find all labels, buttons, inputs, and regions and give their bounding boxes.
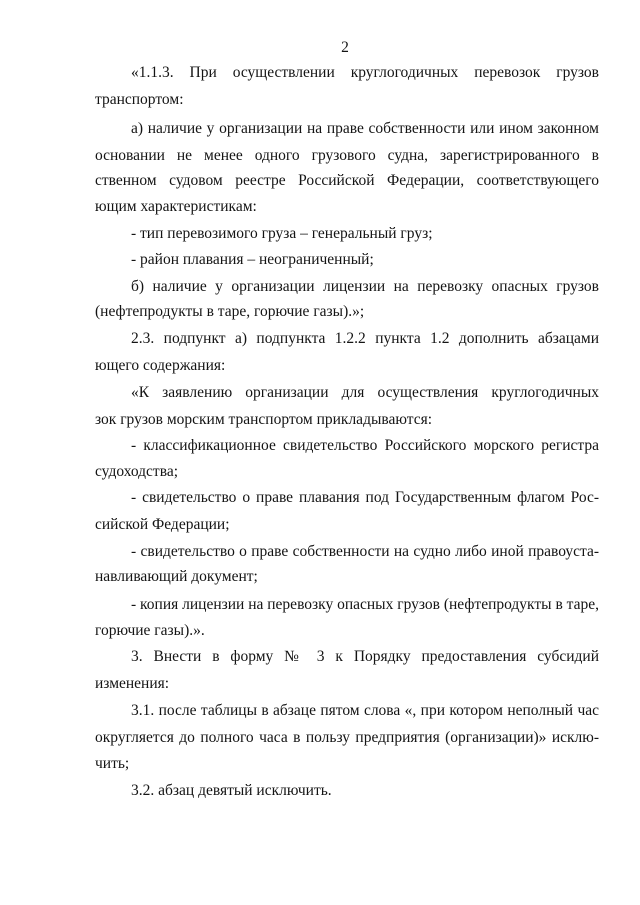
text-line: а) наличие у организации на праве собственности или ином законном [131, 120, 599, 137]
text-line: (нефтепродукты в таре, горючие газы).»; [95, 303, 365, 320]
text-line: ственном судовом реестре Российской Федерации, соответствующего [95, 172, 599, 189]
text-line: навливающий документ; [95, 568, 258, 585]
text-line: изменения: [95, 675, 170, 692]
text-line: - район плавания – неограниченный; [131, 251, 374, 268]
text-line: - свидетельство о праве собственности на судно либо иной правоуста- [131, 543, 599, 560]
text-line: - свидетельство о праве плавания под Государственным флагом Рос- [131, 489, 599, 506]
text-line: основании не менее одного грузового судна, зарегистрированного в [95, 147, 599, 164]
text-line: - копия лицензии на перевозку опасных грузов (нефтепродукты в таре, [131, 596, 599, 613]
page-number: 2 [341, 39, 349, 56]
text-line: б) наличие у организации лицензии на перевозку опасных грузов [131, 278, 599, 295]
text-line: горючие газы).». [95, 622, 205, 639]
text-line: ющим характеристикам: [95, 198, 257, 215]
text-line: чить; [95, 755, 130, 772]
text-line: - классификационное свидетельство Российского морского регистра [131, 437, 599, 454]
text-line: «К заявлению организации для осуществления круглогодичных [131, 384, 599, 401]
text-line: сийской Федерации; [95, 516, 230, 533]
text-line: ющего содержания: [95, 357, 226, 374]
text-line: 3.1. после таблицы в абзаце пятом слова «, при котором неполный час [131, 702, 599, 719]
text-line: 3. Внести в форму № 3 к Порядку предоставления субсидий [131, 648, 599, 665]
text-line: округляется до полного часа в пользу предприятия (организации)» исклю- [95, 729, 599, 746]
text-line: транспортом: [95, 91, 184, 108]
text-line: 3.2. абзац девятый исключить. [131, 782, 332, 799]
text-line: 2.3. подпункт а) подпункта 1.2.2 пункта 1.2 дополнить абзацами [131, 330, 599, 347]
text-line: зок грузов морским транспортом прикладываются: [95, 411, 433, 428]
text-line: - тип перевозимого груза – генеральный груз; [131, 225, 433, 242]
text-line: судоходства; [95, 463, 179, 480]
text-line: «1.1.3. При осуществлении круглогодичных перевозок грузов [131, 64, 599, 81]
